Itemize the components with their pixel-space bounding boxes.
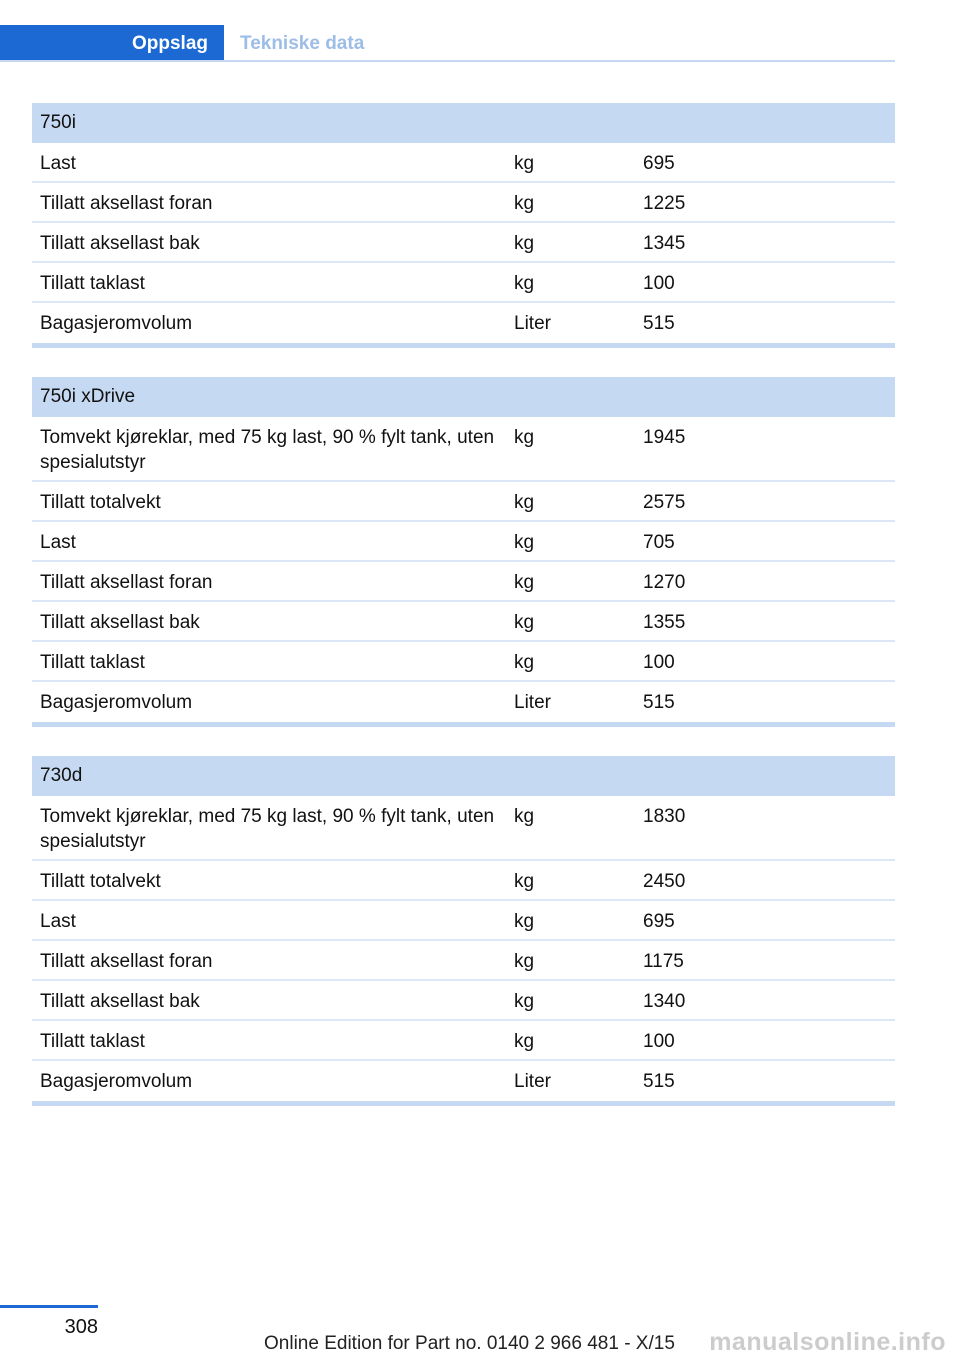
table-row xyxy=(32,981,895,1021)
row-unit: kg xyxy=(514,951,535,972)
table-row xyxy=(32,482,895,522)
row-unit: kg xyxy=(514,652,535,673)
row-unit: kg xyxy=(514,1031,535,1052)
header-rule xyxy=(0,60,895,62)
table-title: 750i xDrive xyxy=(32,377,895,417)
table-title: 730d xyxy=(32,756,895,796)
row-unit: kg xyxy=(514,871,535,892)
tab-oppslag[interactable]: Oppslag xyxy=(0,25,224,62)
row-label: Tillatt totalvekt xyxy=(40,492,161,513)
row-label: Last xyxy=(40,532,76,553)
row-label: Tillatt taklast xyxy=(40,1031,145,1052)
table-row xyxy=(32,602,895,642)
row-label: Tillatt totalvekt xyxy=(40,871,161,892)
row-value: 1340 xyxy=(643,991,686,1012)
row-unit: Liter xyxy=(514,313,551,334)
table-row xyxy=(32,143,895,183)
row-value: 1175 xyxy=(643,951,684,972)
spec-table-750i-xdrive xyxy=(32,377,895,727)
row-label: Tillatt aksellast bak xyxy=(40,612,200,633)
row-unit: kg xyxy=(514,233,535,254)
row-unit: Liter xyxy=(514,1071,551,1092)
footer-accent-line xyxy=(0,1305,98,1308)
row-label: Tillatt aksellast foran xyxy=(40,572,213,593)
row-unit: Liter xyxy=(514,692,551,713)
header-tabs xyxy=(0,25,895,62)
row-label: Tillatt taklast xyxy=(40,273,145,294)
watermark: manualsonline.info xyxy=(709,1328,946,1356)
table-row xyxy=(32,522,895,562)
table-row xyxy=(32,682,895,720)
row-label: Last xyxy=(40,153,76,174)
table-row xyxy=(32,183,895,223)
table-row xyxy=(32,901,895,941)
row-value: 1355 xyxy=(643,612,686,633)
table-row xyxy=(32,562,895,602)
row-value: 1270 xyxy=(643,572,686,593)
table-bottom-rule xyxy=(32,1101,895,1106)
table-row xyxy=(32,223,895,263)
row-unit: kg xyxy=(514,612,535,633)
table-bottom-rule xyxy=(32,722,895,727)
row-value: 100 xyxy=(643,652,675,673)
spec-table-750i xyxy=(32,103,895,348)
row-label: Bagasjeromvolum xyxy=(40,313,193,334)
row-unit: kg xyxy=(514,273,535,294)
row-value: 695 xyxy=(643,153,675,174)
spec-table-730d xyxy=(32,756,895,1106)
row-label: Last xyxy=(40,911,76,932)
row-label: Tillatt aksellast foran xyxy=(40,193,213,214)
row-unit: kg xyxy=(514,572,535,593)
row-label: Tillatt aksellast foran xyxy=(40,951,213,972)
row-value: 2450 xyxy=(643,871,686,892)
row-unit: kg xyxy=(514,153,535,174)
row-unit: kg xyxy=(514,911,535,932)
tab-tekniske-data[interactable]: Tekniske data xyxy=(240,33,365,54)
row-value: 515 xyxy=(643,313,675,334)
table-bottom-rule xyxy=(32,343,895,348)
row-value: 100 xyxy=(643,1031,675,1052)
page-number: 308 xyxy=(64,1316,98,1338)
table-row xyxy=(32,1061,895,1099)
row-value: 1345 xyxy=(643,233,686,254)
row-unit: kg xyxy=(514,806,535,827)
table-row xyxy=(32,861,895,901)
row-value: 1225 xyxy=(643,193,686,214)
table-row xyxy=(32,796,895,861)
row-label: Tomvekt kjøreklar, med 75 kg last, 90 % fylt tank, uten spesialutstyr xyxy=(40,427,495,473)
row-value: 100 xyxy=(643,273,675,294)
row-value: 515 xyxy=(643,1071,675,1092)
edition-text: Online Edition for Part no. 0140 2 966 481 - X/15 xyxy=(264,1333,675,1354)
row-value: 1830 xyxy=(643,806,686,827)
table-row xyxy=(32,642,895,682)
row-label: Tillatt aksellast bak xyxy=(40,233,200,254)
row-label: Bagasjeromvolum xyxy=(40,1071,193,1092)
row-value: 695 xyxy=(643,911,675,932)
table-row xyxy=(32,941,895,981)
row-value: 515 xyxy=(643,692,675,713)
row-unit: kg xyxy=(514,492,535,513)
row-unit: kg xyxy=(514,532,535,553)
table-row xyxy=(32,417,895,482)
row-unit: kg xyxy=(514,991,535,1012)
row-value: 1945 xyxy=(643,427,686,448)
row-label: Tillatt taklast xyxy=(40,652,145,673)
row-unit: kg xyxy=(514,193,535,214)
row-value: 705 xyxy=(643,532,675,553)
table-row xyxy=(32,303,895,341)
row-label: Tillatt aksellast bak xyxy=(40,991,200,1012)
row-value: 2575 xyxy=(643,492,686,513)
row-unit: kg xyxy=(514,427,535,448)
table-row xyxy=(32,1021,895,1061)
row-label: Tomvekt kjøreklar, med 75 kg last, 90 % fylt tank, uten spesialutstyr xyxy=(40,806,495,852)
table-row xyxy=(32,263,895,303)
table-title: 750i xyxy=(32,103,895,143)
row-label: Bagasjeromvolum xyxy=(40,692,193,713)
